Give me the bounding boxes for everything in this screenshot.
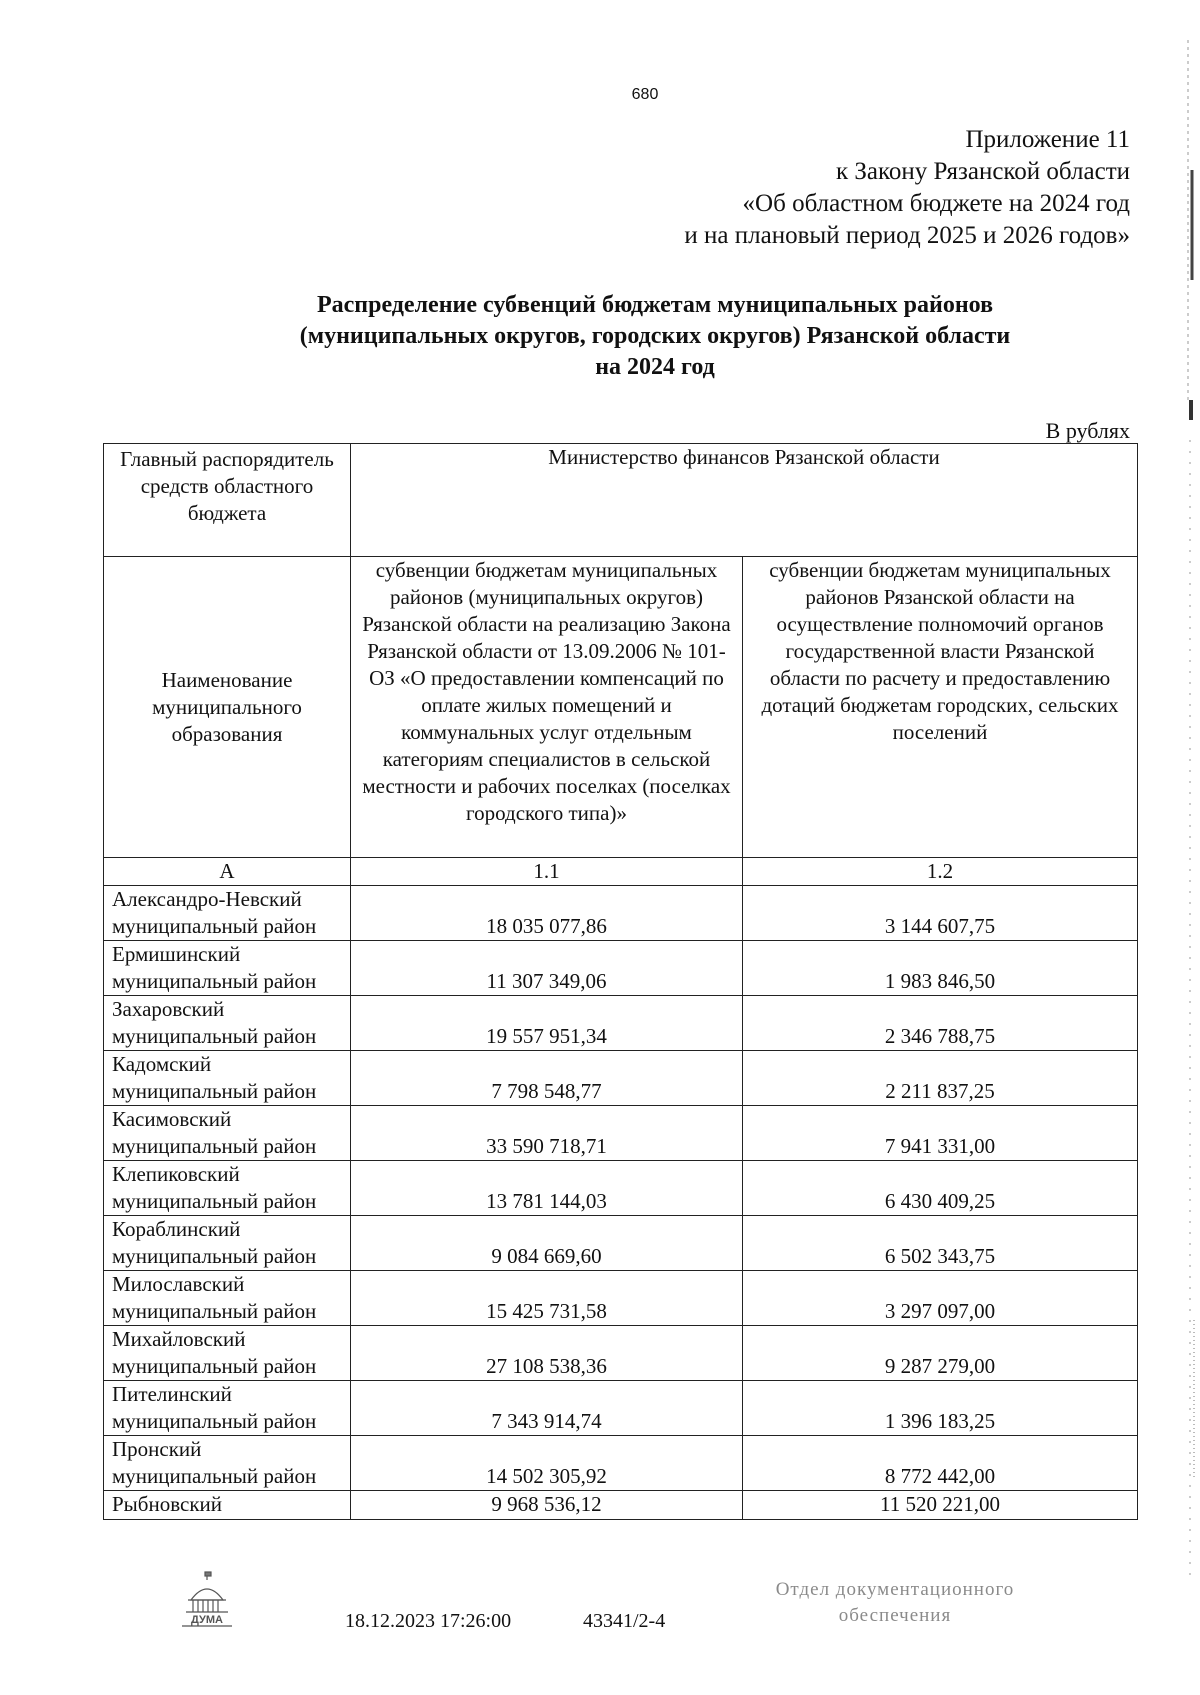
value-col-1-2: 2 211 837,25 (743, 1051, 1138, 1106)
value-col-1-1: 7 798 548,77 (351, 1051, 743, 1106)
code-1-2: 1.2 (743, 858, 1138, 886)
value-col-1-1: 15 425 731,58 (351, 1271, 743, 1326)
value-col-1-1: 18 035 077,86 (351, 886, 743, 941)
value-col-1-1: 13 781 144,03 (351, 1161, 743, 1216)
table-row (104, 1326, 1138, 1381)
document-title (90, 290, 1200, 383)
footer-doc-number: 43341/2-4 (583, 1610, 666, 1632)
page-number: 680 (631, 86, 659, 103)
title-line: (муниципальных округов, городских округов) Рязанской области (299, 323, 1011, 349)
table-row (104, 1051, 1138, 1106)
header-distributor: Главный распорядитель средств областного бюджета (104, 444, 351, 557)
municipality-name: Пителинский муниципальный район (104, 1381, 351, 1436)
table-row (104, 1436, 1138, 1491)
value-col-1-2: 3 297 097,00 (743, 1271, 1138, 1326)
header-col-1-1: субвенции бюджетам муниципальных районов (муниципальных округов) Рязанской области на реализацию Закона Рязанской области от 13.09.2006 № 101-ОЗ «О предоставлении компенсаций по оплате жилых помещений и коммунальных услуг отдельным категориям специалистов в сельской местности и рабочих поселках (поселках городского типа)» (351, 557, 743, 858)
value-col-1-1: 27 108 538,36 (351, 1326, 743, 1381)
title-line: на 2024 год (595, 354, 715, 380)
value-col-1-1: 11 307 349,06 (351, 941, 743, 996)
appendix-line: Приложение 11 (965, 126, 1130, 153)
municipality-name: Милославский муниципальный район (104, 1271, 351, 1326)
title-line: Распределение субвенций бюджетам муниципальных районов (316, 292, 994, 318)
municipality-name: Пронский муниципальный район (104, 1436, 351, 1491)
value-col-1-1: 7 343 914,74 (351, 1381, 743, 1436)
value-col-1-2: 3 144 607,75 (743, 886, 1138, 941)
value-col-1-1: 33 590 718,71 (351, 1106, 743, 1161)
municipality-name: Ермишинский муниципальный район (104, 941, 351, 996)
appendix-header (510, 124, 1130, 252)
table-row (104, 1271, 1138, 1326)
stamp-line: обеспечения (838, 1605, 952, 1626)
value-col-1-2: 8 772 442,00 (743, 1436, 1138, 1491)
code-1-1: 1.1 (351, 858, 743, 886)
table-header-row (104, 557, 1138, 858)
value-col-1-2: 6 430 409,25 (743, 1161, 1138, 1216)
municipality-name: Клепиковский муниципальный район (104, 1161, 351, 1216)
table-row (104, 1491, 1138, 1520)
table-row (104, 1381, 1138, 1436)
appendix-line: и на плановый период 2025 и 2026 годов» (684, 222, 1130, 249)
value-col-1-2: 2 346 788,75 (743, 996, 1138, 1051)
subventions-table (103, 443, 1138, 1520)
value-col-1-1: 19 557 951,34 (351, 996, 743, 1051)
value-col-1-2: 1 983 846,50 (743, 941, 1138, 996)
municipality-name: Кадомский муниципальный район (104, 1051, 351, 1106)
header-name: Наименование муниципального образования (104, 557, 351, 858)
value-col-1-1: 14 502 305,92 (351, 1436, 743, 1491)
code-a: А (104, 858, 351, 886)
table-row (104, 1216, 1138, 1271)
municipality-name: Рыбновский (104, 1491, 351, 1520)
municipality-name: Кораблинский муниципальный район (104, 1216, 351, 1271)
department-stamp (745, 1577, 1045, 1629)
units-label: В рублях (1045, 418, 1130, 443)
municipality-name: Михайловский муниципальный район (104, 1326, 351, 1381)
appendix-line: к Закону Рязанской области (836, 158, 1130, 185)
stamp-line: Отдел документационного (775, 1579, 1015, 1600)
duma-logo (178, 1570, 236, 1630)
value-col-1-2: 7 941 331,00 (743, 1106, 1138, 1161)
municipality-name: Захаровский муниципальный район (104, 996, 351, 1051)
table-row (104, 996, 1138, 1051)
header-ministry: Министерство финансов Рязанской области (351, 444, 1138, 557)
value-col-1-2: 1 396 183,25 (743, 1381, 1138, 1436)
value-col-1-2: 11 520 221,00 (743, 1491, 1138, 1520)
value-col-1-2: 6 502 343,75 (743, 1216, 1138, 1271)
table-header-row (104, 444, 1138, 557)
municipality-name: Касимовский муниципальный район (104, 1106, 351, 1161)
footer-datetime: 18.12.2023 17:26:00 (345, 1610, 512, 1632)
logo-text: ДУМА (191, 1614, 223, 1626)
table-row (104, 1106, 1138, 1161)
appendix-line: «Об областном бюджете на 2024 год (742, 190, 1130, 217)
table-row (104, 1161, 1138, 1216)
table-row (104, 886, 1138, 941)
value-col-1-1: 9 968 536,12 (351, 1491, 743, 1520)
table-row (104, 941, 1138, 996)
municipality-name: Александро-Невский муниципальный район (104, 886, 351, 941)
value-col-1-1: 9 084 669,60 (351, 1216, 743, 1271)
table-code-row (104, 858, 1138, 886)
header-col-1-2: субвенции бюджетам муниципальных районов Рязанской области на осуществление полномочий органов государственной власти Рязанской области по расчету и предоставлению дотаций бюджетам городских, сельских поселений (743, 557, 1138, 858)
value-col-1-2: 9 287 279,00 (743, 1326, 1138, 1381)
scan-edge-artifact (1182, 20, 1200, 1640)
